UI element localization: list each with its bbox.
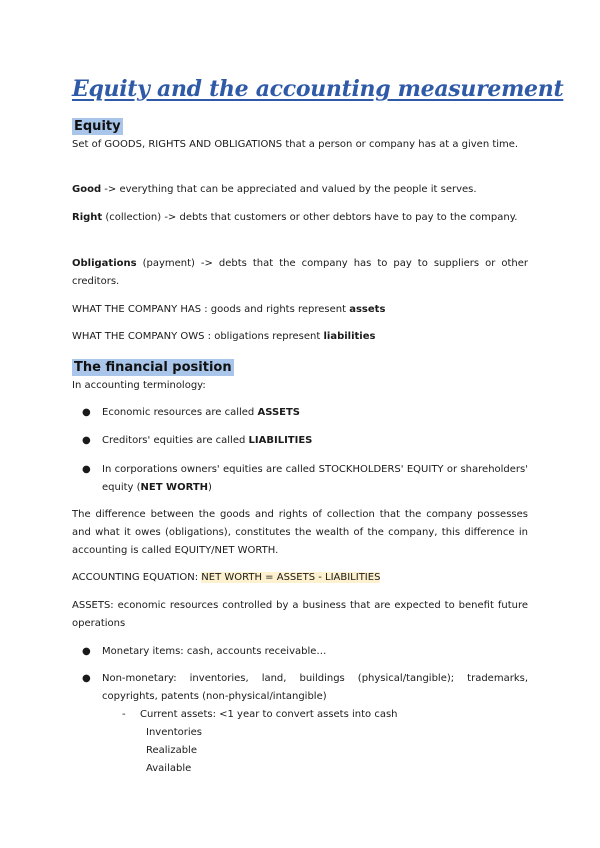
accounting-equation-label: ACCOUNTING EQUATION: <box>72 572 202 583</box>
current-assets-line <box>122 706 398 724</box>
asset-types-list <box>72 643 528 661</box>
bullet-icon: ● <box>82 435 91 446</box>
terminology-list-2 <box>72 432 528 450</box>
good-term: Good <box>72 184 102 195</box>
list-item: ● Monetary items: cash, accounts receivable… <box>72 643 528 661</box>
current-item: Inventories <box>146 727 202 738</box>
obligations-term: Obligations <box>72 258 137 269</box>
list-item: ● Economic resources are called ASSETS <box>72 404 528 422</box>
bullet-icon: ● <box>82 407 91 418</box>
financial-position-heading: The financial position <box>74 360 232 375</box>
company-ows-line <box>72 328 528 346</box>
equity-definition: Set of GOODS, RIGHTS AND OBLIGATIONS that a person or company has at a given time. <box>72 139 519 150</box>
obligations-text: (payment) -> debts that the company has to pay to suppliers or other creditors. <box>72 258 528 287</box>
good-text: -> everything that can be appreciated and valued by the people it serves. <box>101 184 477 195</box>
list-item: ● Non-monetary: inventories, land, buildings (physical/tangible); trademarks, copyrights, patents (non-physical/intangible) <box>72 670 528 706</box>
liabilities-term: liabilities <box>323 331 376 342</box>
bullet-icon: ● <box>82 464 91 475</box>
accounting-equation-line <box>72 569 528 587</box>
terminology-intro: In accounting terminology: <box>72 380 206 391</box>
dash-icon: - <box>122 709 126 720</box>
equity-heading: Equity <box>74 119 121 134</box>
current-item: Available <box>146 763 192 774</box>
current-assets-text: Current assets: <1 year to convert assets into cash <box>140 709 398 720</box>
accounting-equation: NET WORTH = ASSETS - LIABILITIES <box>201 572 381 583</box>
financial-position-heading-line <box>72 356 234 378</box>
assets-term: assets <box>349 304 386 315</box>
equity-heading-line <box>72 115 123 137</box>
list-item: ● Creditors' equities are called LIABILITIES <box>72 432 528 450</box>
equity-difference-paragraph: The difference between the goods and rights of collection that the company possesses and what it owes (obligations), constitutes the wealth of the company, this difference in accounting is called EQUITY/NET WORTH. <box>72 509 528 556</box>
asset-types-list-2 <box>72 670 528 706</box>
company-ows-text: WHAT THE COMPANY OWS : obligations represent <box>72 331 324 342</box>
page-title: Equity and the accounting measurement <box>72 76 564 102</box>
list-item: ● In corporations owners' equities are called STOCKHOLDERS' EQUITY or shareholders' equity (NET WORTH) <box>72 461 528 497</box>
good-paragraph <box>72 181 528 199</box>
company-has-text: WHAT THE COMPANY HAS : goods and rights represent <box>72 304 350 315</box>
right-paragraph <box>72 209 528 227</box>
obligations-paragraph <box>72 255 528 291</box>
company-has-line <box>72 301 528 319</box>
bullet-icon: ● <box>82 646 91 657</box>
terminology-list-3 <box>72 461 528 497</box>
bullet-icon: ● <box>82 673 91 684</box>
assets-definition: ASSETS: economic resources controlled by a business that are expected to benefit future operations <box>72 600 528 629</box>
current-item: Realizable <box>146 745 197 756</box>
right-term: Right <box>72 212 103 223</box>
terminology-list <box>72 404 528 422</box>
right-text: (collection) -> debts that customers or other debtors have to pay to the company. <box>102 212 518 223</box>
